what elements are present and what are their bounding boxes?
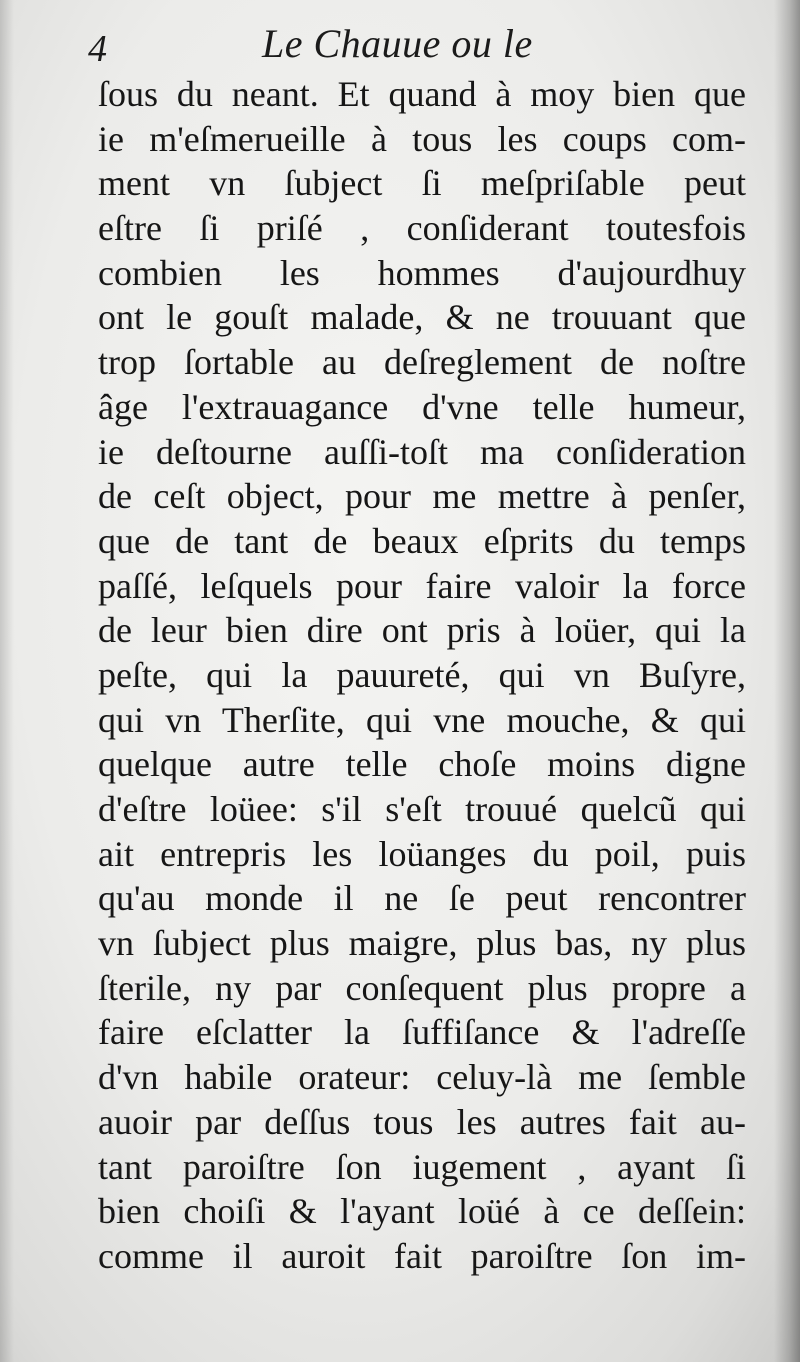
text-line: eſtre ſi priſé , conſiderant toutesfois (98, 208, 746, 249)
text-line: quelque autre telle choſe moins digne (98, 744, 746, 785)
text-line: d'eſtre loüee: s'il s'eſt trouué quelcũ qui (98, 789, 746, 829)
text-line: bien choiſi & l'ayant loüé à ce deſſein: (98, 1191, 746, 1232)
text-line: vn ſubject plus maigre, plus bas, ny plus (98, 923, 746, 964)
text-line: combien les hommes d'aujourdhuy (98, 252, 746, 293)
text-line: de ceſt object, pour me mettre à penſer, (98, 476, 746, 517)
text-line: qui vn Therſite, qui vne mouche, & qui (98, 699, 746, 740)
page-number: 4 (88, 28, 107, 70)
text-line: ie m'eſmerueille à tous les coups com- (98, 118, 746, 159)
text-line: paſſé, leſquels pour faire valoir la force (98, 565, 746, 606)
text-line: ſous du neant. Et quand à moy bien que (98, 74, 746, 114)
text-line: ment vn ſubject ſi meſpriſable peut (98, 163, 746, 204)
text-line: de leur bien dire ont pris à loüer, qui la (98, 610, 746, 651)
text-line: qu'au monde il ne ſe peut rencontrer (98, 878, 746, 919)
text-line: ait entrepris les loüanges du poil, puis (98, 833, 746, 874)
text-line: que de tant de beaux eſprits du temps (98, 520, 746, 561)
text-line: d'vn habile orateur: celuy-là me ſemble (98, 1057, 746, 1098)
text-line: tant paroiſtre ſon iugement , ayant ſi (98, 1146, 746, 1187)
running-title: Le Chauue ou le (262, 21, 533, 66)
page-edge-shadow (774, 0, 800, 1362)
text-line: âge l'extrauagance d'vne telle humeur, (98, 386, 746, 427)
text-line: ie deſtourne auſſi-toſt ma conſideration (98, 431, 746, 472)
text-line: ont le gouſt malade, & ne trouuant que (98, 297, 746, 338)
text-line: comme il auroit fait paroiſtre ſon im- (98, 1235, 746, 1276)
text-line: auoir par deſſus tous les autres fait au- (98, 1101, 746, 1142)
text-line: faire eſclatter la ſuffiſance & l'adreſſe (98, 1012, 746, 1053)
page-header (88, 14, 728, 74)
text-line: ſterile, ny par conſequent plus propre a (98, 967, 746, 1008)
text-line: peſte, qui la pauureté, qui vn Buſyre, (98, 654, 746, 695)
page-gutter-shadow (0, 0, 14, 1362)
text-line: trop ſortable au deſreglement de noſtre (98, 342, 746, 383)
body-text (98, 72, 746, 1279)
